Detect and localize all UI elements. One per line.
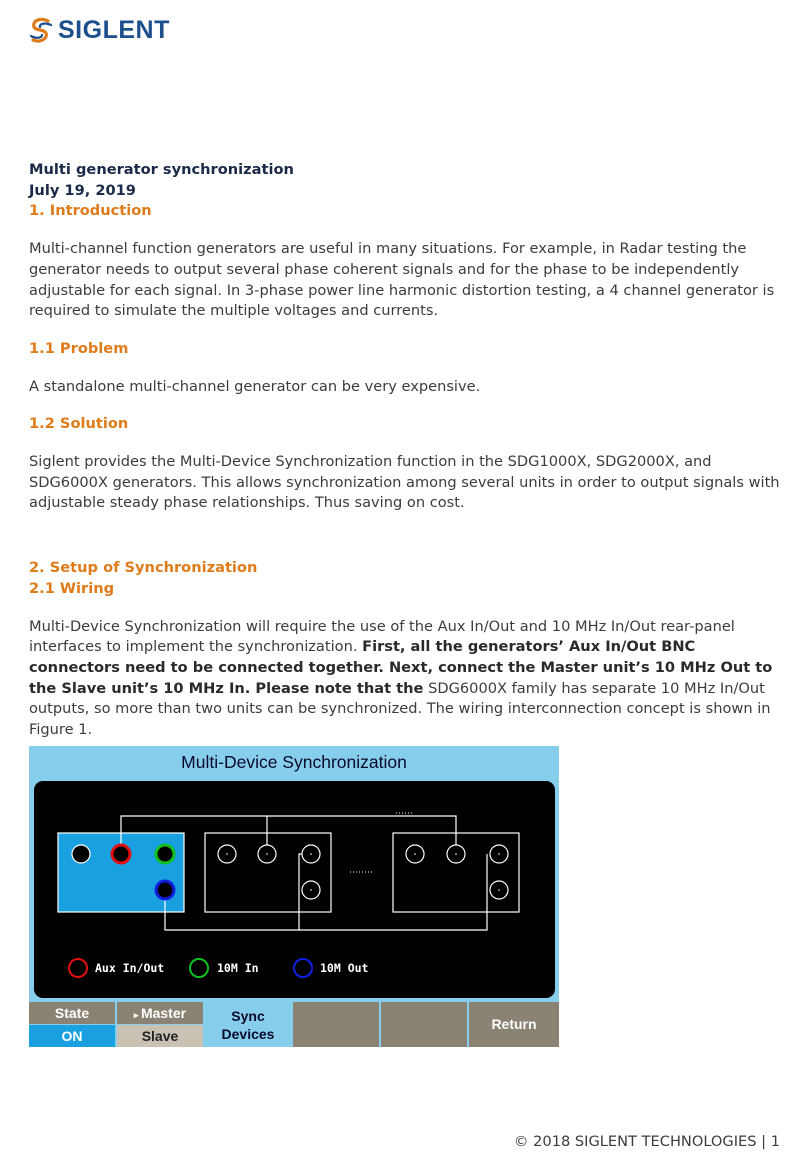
softkey-master-label: Master <box>140 1005 187 1021</box>
wiring-text-1: Multi-Device Synchronization will require the use of the Aux In/Out and 10 MHz In/Out rear-panel interfaces to implement the synchronization. <box>29 617 735 656</box>
wiring-text-bold: First, all the generators’ Aux In/Out BNC connectors need to be connected together. Next, connect the Master unit’s 10 MHz Out to the Slave unit’s 10 MHz In. Please note that the <box>29 638 773 697</box>
softkey-sync-devices[interactable] <box>205 1002 291 1047</box>
figure-multi-device-sync <box>29 746 559 1047</box>
softkey-sync-line2: Devices <box>221 1026 275 1042</box>
legend-10m-out-label: 10M Out <box>320 961 369 975</box>
ref-line-1 <box>165 854 311 930</box>
heading-problem: 1.1 Problem <box>29 339 129 357</box>
siglent-swirl-icon <box>28 17 54 45</box>
heading-introduction: 1. Introduction <box>29 202 152 220</box>
softkey-state-label: State <box>29 1002 115 1024</box>
paragraph-solution: Siglent provides the Multi-Device Synchronization function in the SDG1000X, SDG2000X, and SDG6000X generators. This allows synchronization among several units in order to output signals with adjustable steady phase relationships. Thus saving on cost. <box>29 453 780 512</box>
softkey-blank-1[interactable] <box>293 1002 379 1047</box>
figure-screen <box>34 781 555 998</box>
softkey-master-option: ▸ Master <box>117 1002 203 1024</box>
softkey-blank-2[interactable] <box>381 1002 467 1047</box>
document-body <box>29 160 781 741</box>
page-footer: © 2018 SIGLENT TECHNOLOGIES | 1 <box>513 1133 780 1150</box>
legend-10m-out-icon <box>294 959 312 977</box>
wiring-diagram <box>34 781 555 998</box>
softkey-bar <box>29 1002 559 1047</box>
legend-aux-icon <box>69 959 87 977</box>
heading-wiring: 2.1 Wiring <box>29 579 115 597</box>
ref-line-2 <box>311 854 499 917</box>
figure-title: Multi-Device Synchronization <box>181 752 407 772</box>
heading-setup: 2. Setup of Synchronization <box>29 559 258 577</box>
paragraph-problem: A standalone multi-channel generator can be very expensive. <box>29 377 481 395</box>
legend-10m-in-icon <box>190 959 208 977</box>
softkey-sync-line1: Sync <box>231 1008 265 1024</box>
master-connector-aux <box>112 845 130 863</box>
doc-date: July 19, 2019 <box>29 181 136 199</box>
master-connector-10m-out <box>156 881 174 899</box>
master-connector-10m-in <box>156 845 174 863</box>
wiring-text-2: SDG6000X family has separate 10 MHz In/Out outputs, so more than two units can be synchronized. The wiring interconnection concept is shown in Figure 1. <box>29 679 771 739</box>
legend-aux-label: Aux In/Out <box>95 961 165 975</box>
softkey-slave-option: Slave <box>117 1025 203 1047</box>
softkey-return[interactable]: Return <box>469 1002 559 1047</box>
softkey-state-value: ON <box>29 1025 115 1047</box>
legend-10m-in-label: 10M In <box>217 961 259 975</box>
ref-line-slave2 <box>414 854 487 930</box>
siglent-logo <box>28 16 170 45</box>
heading-solution: 1.2 Solution <box>29 415 129 433</box>
softkey-state[interactable] <box>29 1002 115 1047</box>
doc-title: Multi generator synchronization <box>29 161 294 178</box>
paragraph-wiring <box>29 617 781 741</box>
master-connector-black <box>72 845 90 863</box>
softkey-master-slave[interactable] <box>117 1002 203 1047</box>
paragraph-introduction: Multi-channel function generators are useful in many situations. For example, in Radar testing the generator needs to output several phase coherent signals and for the phase to be independently adjustable for each signal. In 3-phase power line harmonic distortion testing, a 4 channel generator is required to simulate the multiple voltages and currents. <box>29 240 775 320</box>
logo-text: SIGLENT <box>58 16 170 44</box>
